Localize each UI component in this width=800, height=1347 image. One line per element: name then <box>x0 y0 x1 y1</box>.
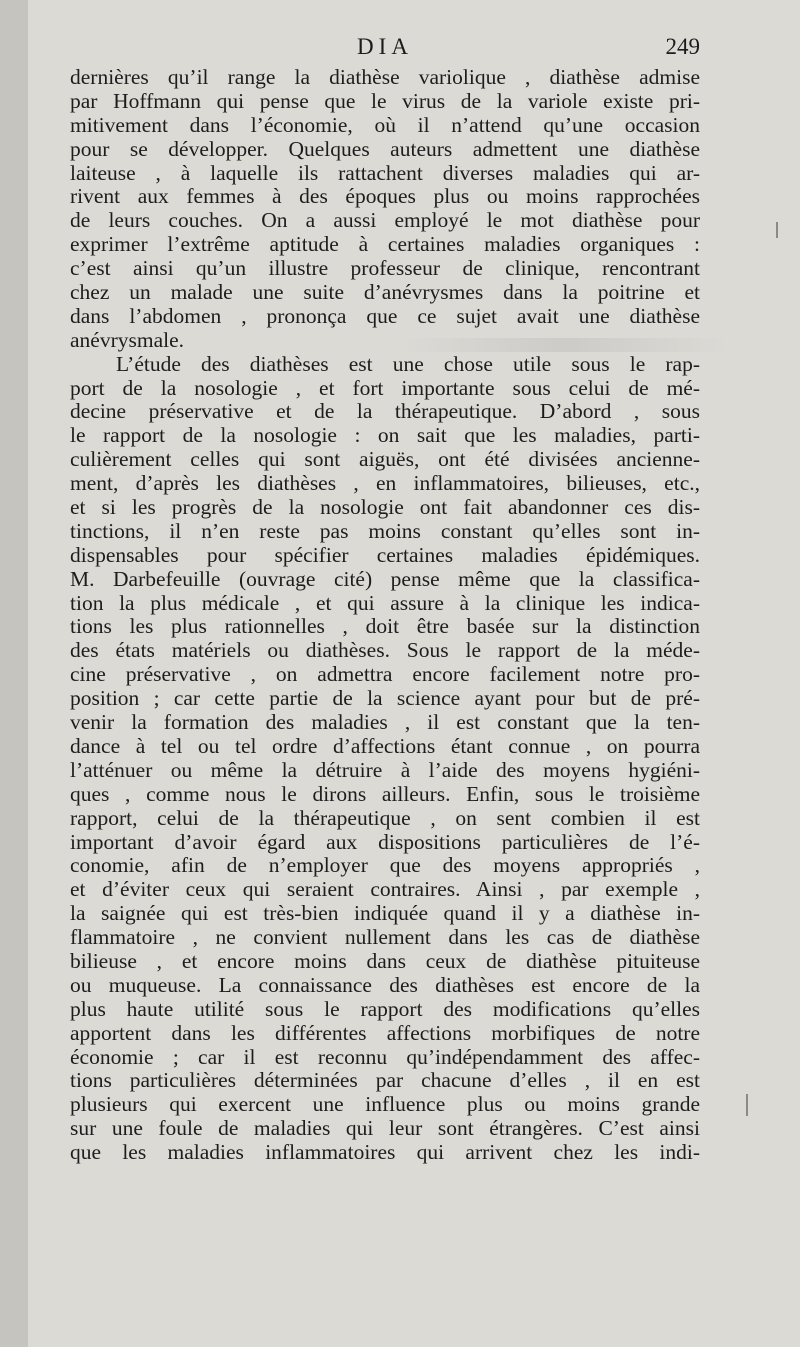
text-line: chez un malade une suite d’anévrysmes dans la poitrine et <box>70 280 700 305</box>
text-line: pour se développer. Quelques auteurs admettent une diathèse <box>70 136 700 161</box>
text-line: que les maladies inflammatoires qui arrivent chez les indi- <box>70 1140 700 1165</box>
text-line: decine préservative et de la thérapeutique. D’abord , sous <box>70 399 700 424</box>
text-line: cine préservative , on admettra encore facilement notre pro- <box>70 662 700 687</box>
margin-mark <box>746 1094 748 1116</box>
text-line: tinctions, il n’en reste pas moins constant qu’elles sont in- <box>70 518 700 543</box>
text-line: et si les progrès de la nosologie ont fait abandonner ces dis- <box>70 495 700 520</box>
text-line: conomie, afin de n’employer que des moyens appropriés , <box>70 853 700 878</box>
text-line: exprimer l’extrême aptitude à certaines maladies organiques : <box>70 232 700 257</box>
running-head: DIA <box>357 34 413 59</box>
text-line: rivent aux femmes à des époques plus ou moins rapprochées <box>70 184 700 209</box>
text-line: tions les plus rationnelles , doit être basée sur la distinction <box>70 614 700 639</box>
text-line: des états matériels ou diathèses. Sous le rapport de la méde- <box>70 638 700 663</box>
text-line: L’étude des diathèses est une chose utile sous le rap- <box>116 351 700 376</box>
page-header <box>70 30 700 64</box>
text-line: dispensables pour spécifier certaines maladies épidémiques. <box>70 542 700 567</box>
text-line: bilieuse , et encore moins dans ceux de diathèse pituiteuse <box>70 948 700 973</box>
text-line: tions particulières déterminées par chacune d’elles , il en est <box>70 1068 700 1093</box>
text-line: l’atténuer ou même la détruire à l’aide des moyens hygiéni- <box>70 757 700 782</box>
text-line: dernières qu’il range la diathèse variolique , diathèse admise <box>70 65 700 89</box>
text-line: venir la formation des maladies , il est constant que la ten- <box>70 710 700 735</box>
body-text <box>70 66 700 1165</box>
text-line: culièrement celles qui sont aiguës, ont été divisées ancienne- <box>70 447 700 472</box>
page-gutter <box>0 0 28 1347</box>
text-line: M. Darbefeuille (ouvrage cité) pense même que la classifica- <box>70 566 700 591</box>
text-line: rapport, celui de la thérapeutique , on sent combien il est <box>70 805 700 830</box>
text-line: flammatoire , ne convient nullement dans les cas de diathèse <box>70 925 700 950</box>
text-line: c’est ainsi qu’un illustre professeur de clinique, rencontrant <box>70 256 700 281</box>
text-line: port de la nosologie , et fort importante sous celui de mé- <box>70 375 700 400</box>
text-line: plus haute utilité sous le rapport des modifications qu’elles <box>70 996 700 1021</box>
text-line: ques , comme nous le dirons ailleurs. Enfin, sous le troisième <box>70 781 700 806</box>
text-line: apportent dans les différentes affections morbifiques de notre <box>70 1020 700 1045</box>
text-line: économie ; car il est reconnu qu’indépendamment des affec- <box>70 1044 700 1069</box>
text-line: ou muqueuse. La connaissance des diathèses est encore de la <box>70 972 700 997</box>
text-line: tion la plus médicale , et qui assure à la clinique les indica- <box>70 590 700 615</box>
text-line: anévrysmale. <box>70 327 185 352</box>
text-line: par Hoffmann qui pense que le virus de la variole existe pri- <box>70 88 700 113</box>
text-line: mitivement dans l’économie, où il n’attend qu’une occasion <box>70 112 700 137</box>
text-line: important d’avoir égard aux dispositions particulières de l’é- <box>70 829 700 854</box>
text-line: la saignée qui est très-bien indiquée quand il y a diathèse in- <box>70 901 700 926</box>
text-line: dance à tel ou tel ordre d’affections étant connue , on pourra <box>70 733 700 758</box>
text-line: de leurs couches. On a aussi employé le mot diathèse pour <box>70 208 700 233</box>
text-line: plusieurs qui exercent une influence plus ou moins grande <box>70 1092 700 1117</box>
text-line: laiteuse , à laquelle ils rattachent diverses maladies qui ar- <box>70 160 700 185</box>
page-number: 249 <box>665 34 700 59</box>
text-line: dans l’abdomen , prononça que ce sujet avait une diathèse <box>70 303 700 328</box>
text-line: ment, d’après les diathèses , en inflammatoires, bilieuses, etc., <box>70 471 700 496</box>
text-line: sur une foule de maladies qui leur sont étrangères. C’est ainsi <box>70 1116 700 1141</box>
text-line: position ; car cette partie de la science ayant pour but de pré- <box>70 686 700 711</box>
text-line: et d’éviter ceux qui seraient contraires. Ainsi , par exemple , <box>70 877 700 902</box>
text-line: le rapport de la nosologie : on sait que les maladies, parti- <box>70 423 700 448</box>
margin-mark <box>776 222 778 238</box>
